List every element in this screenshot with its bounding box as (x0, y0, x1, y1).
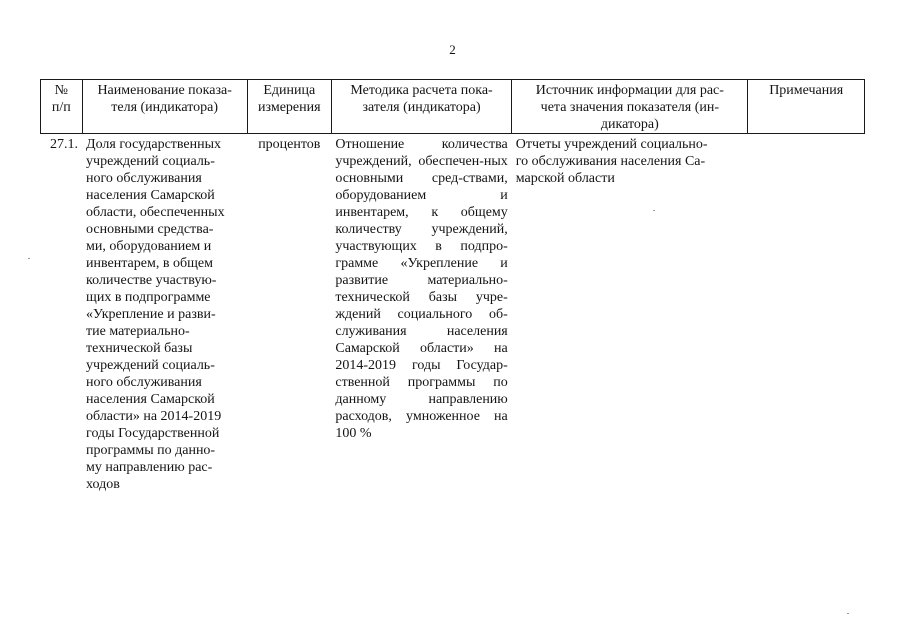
cell-source-text: Отчеты учреждений социально- го обслуживания населения Са- марской области (515, 137, 708, 186)
table-row (41, 134, 865, 494)
header-row (41, 80, 865, 134)
table-body (41, 134, 865, 494)
header-notes-text: Примечания (769, 83, 844, 98)
cell-unit-text: процентов (258, 137, 321, 152)
header-source (512, 80, 748, 134)
header-number (41, 80, 83, 134)
scan-speck (653, 210, 655, 211)
header-source-text: Источник информации для рас- чета значения показателя (ин- дикатора) (535, 83, 724, 132)
header-indicator-name-text: Наименование показа- теля (индикатора) (97, 83, 232, 115)
page-number: 2 (449, 42, 456, 57)
header-method (331, 80, 511, 134)
scan-speck (28, 258, 30, 259)
cell-source (512, 134, 748, 494)
scan-speck (847, 613, 849, 614)
header-indicator-name (82, 80, 247, 134)
header-number-text: № п/п (51, 83, 71, 115)
cell-indicator-name (82, 134, 247, 494)
header-unit (247, 80, 331, 134)
cell-number-text: 27.1. (50, 137, 79, 152)
cell-unit (247, 134, 331, 494)
cell-method-text: Отношение количества учреждений, обеспечен-ных основными сред-ствами, оборудованием и инвентарем, к общему количеству учреждений, участвующих в подпро-грамме «Укрепление и развитие материально-технической базы учре-ждений социального об-служивания населения Самарской области» на 2014-2019 годы Государ-ственной программы по данному направлению расходов, умноженное на 100 % (335, 137, 508, 441)
header-unit-text: Единица измерения (258, 83, 321, 115)
table-header (41, 80, 865, 134)
cell-indicator-name-text: Доля государственных учреждений социаль- ного обслуживания населения Самарской области, обеспеченных основными средства- ми, оборудованием и инвентарем, в общем количестве участвую- щих в подпрограмме «Укрепление и разви- тие материально- технической базы учреждений социаль- ного обслуживания населения Самарской области» на 2014-2019 годы Государственной программы по данно- му направлению рас- ходов (86, 137, 225, 492)
header-method-text: Методика расчета пока- зателя (индикатора) (350, 83, 493, 115)
cell-number (41, 134, 83, 494)
cell-method (331, 134, 511, 494)
cell-notes (748, 134, 865, 494)
header-notes (748, 80, 865, 134)
indicators-table (40, 79, 865, 493)
